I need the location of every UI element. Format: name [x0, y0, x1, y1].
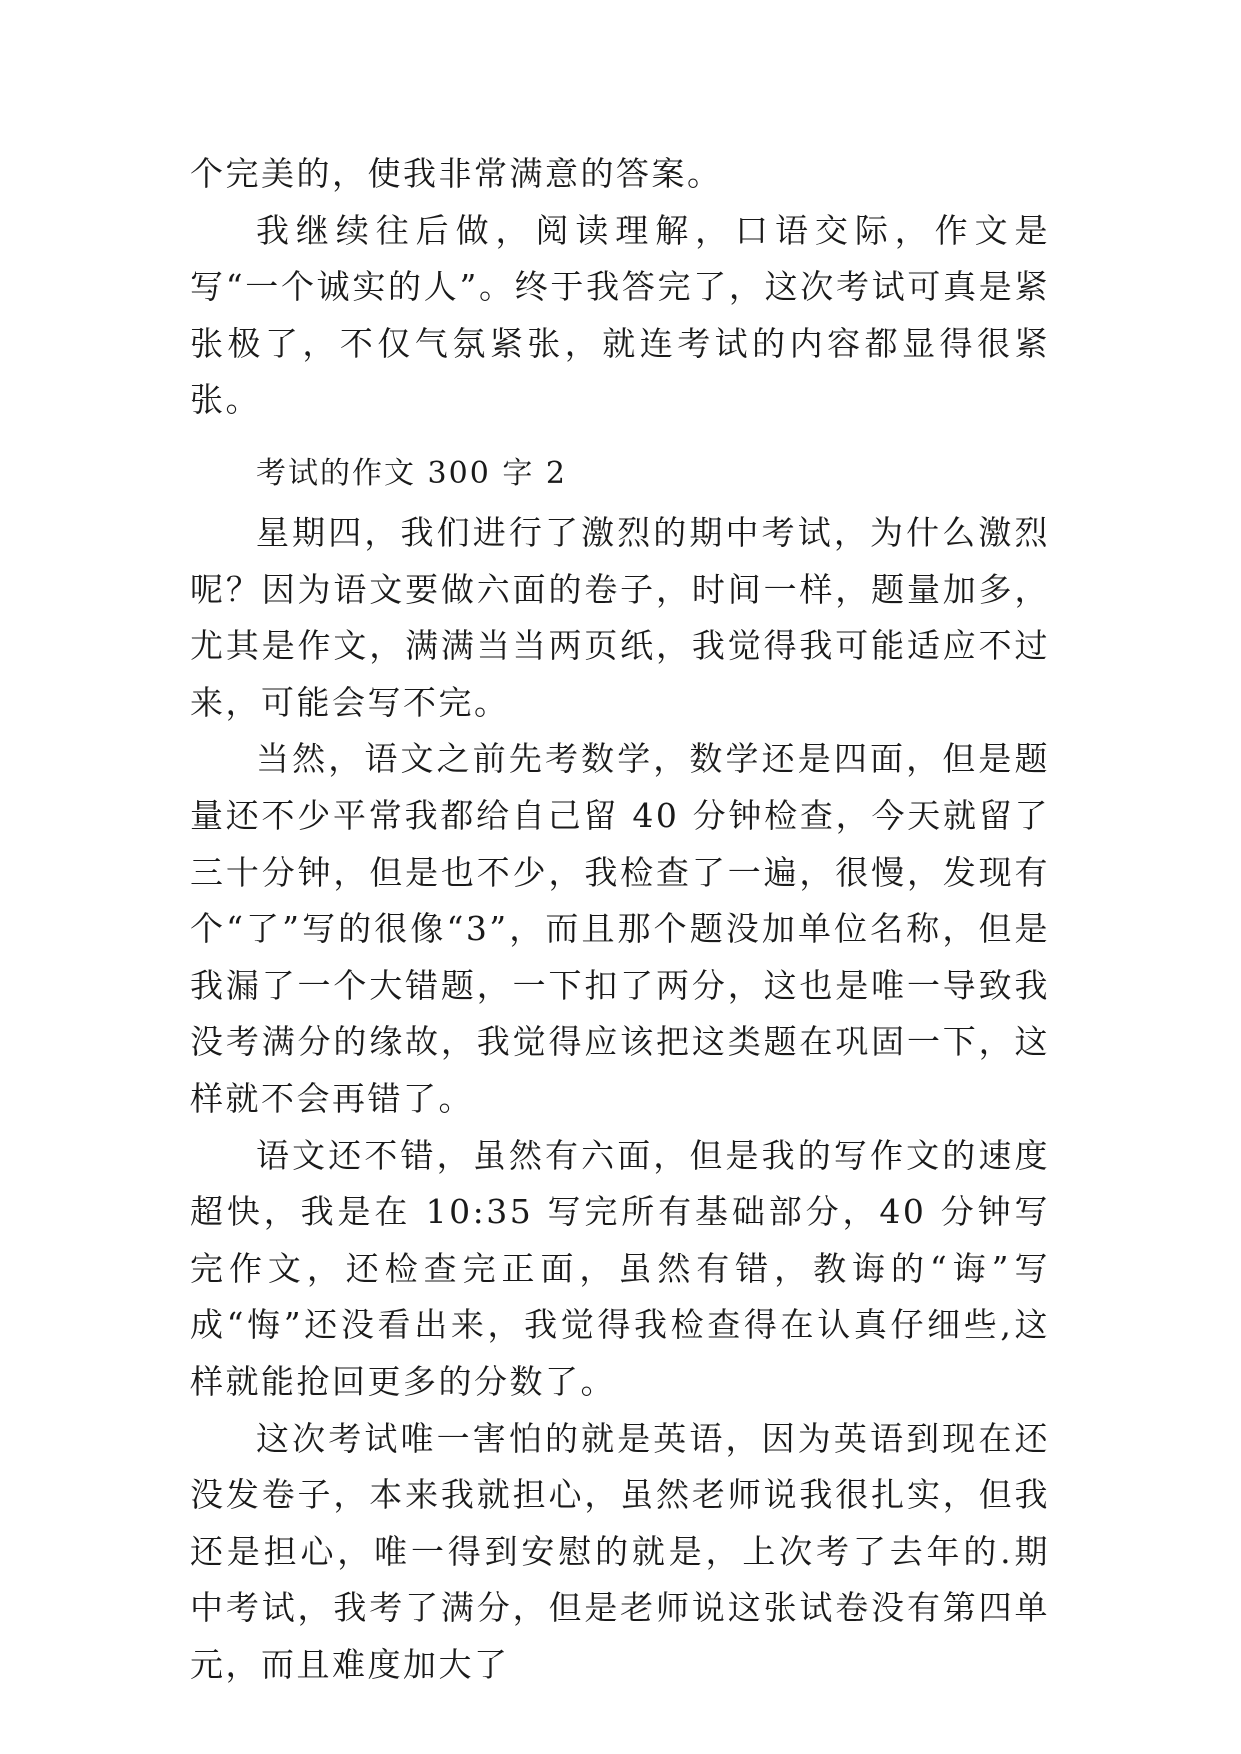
paragraph: 语文还不错，虽然有六面，但是我的写作文的速度超快，我是在 10:35 写完所有基础部分，40 分钟写完作文，还检查完正面，虽然有错，教诲的“诲”写成“悔”还没看出来，我觉得我检查得在认真仔细些,这样就能抢回更多的分数了。 — [190, 1135, 1050, 1401]
paragraph: 当然，语文之前先考数学，数学还是四面，但是题量还不少平常我都给自己留 40 分钟检查，今天就留了三十分钟，但是也不少，我检查了一遍，很慢，发现有个“了”写的很像“3”，而且那个题没加单位名称，但是我漏了一个大错题，一下扣了两分，这也是唯一导致我没考满分的缘故，我觉得应该把这类题在巩固一下，这样就不会再错了。 — [190, 739, 1050, 1118]
paragraph: 星期四，我们进行了激烈的期中考试，为什么激烈呢？因为语文要做六面的卷子，时间一样，题量加多，尤其是作文，满满当当两页纸，我觉得我可能适应不过来，可能会写不完。 — [190, 513, 1050, 722]
top-text-block — [190, 146, 1050, 429]
paragraph-continuation: 个完美的，使我非常满意的答案。 — [190, 154, 723, 193]
paragraph: 我继续往后做，阅读理解，口语交际，作文是写“一个诚实的人”。终于我答完了，这次考试可真是紧张极了，不仅气氛紧张，就连考试的内容都显得很紧张。 — [190, 210, 1050, 420]
section-text-block — [190, 505, 1050, 1693]
paragraph: 这次考试唯一害怕的就是英语，因为英语到现在还没发卷子，本来我就担心，虽然老师说我很扎实，但我还是担心，唯一得到安慰的就是，上次考了去年的.期中考试，我考了满分，但是老师说这张试卷没有第四单元，而且难度加大了 — [190, 1418, 1050, 1684]
section-title: 考试的作文 300 字 2 — [256, 456, 567, 491]
